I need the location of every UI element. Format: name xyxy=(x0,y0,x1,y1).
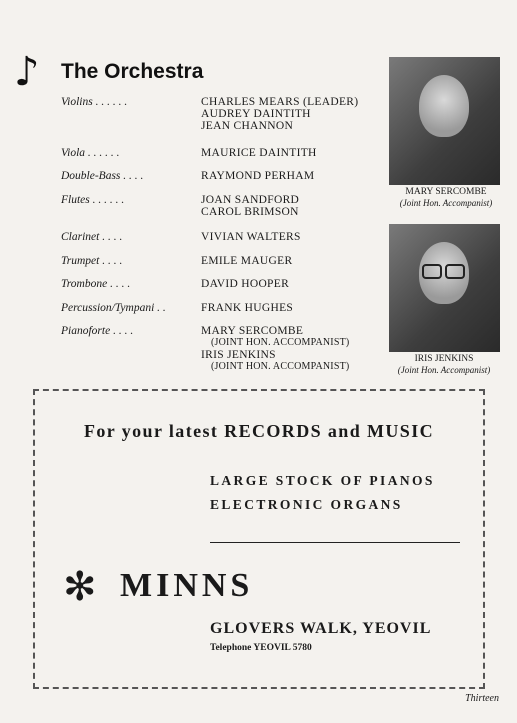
music-note-icon: ♪ xyxy=(14,49,40,95)
section-label: Clarinet . . . . xyxy=(61,231,123,243)
glasses-icon xyxy=(422,264,442,279)
section-label: Violins . . . . . . xyxy=(61,96,128,108)
asterisk-icon: ✻ xyxy=(63,564,97,610)
member-name: CAROL BRIMSON xyxy=(201,206,299,218)
section-row-percussion xyxy=(61,302,293,314)
photo-caption xyxy=(379,354,509,376)
section-label: Trombone . . . . xyxy=(61,278,131,290)
member-name: CHARLES MEARS (LEADER) xyxy=(201,96,359,108)
advert-line: ELECTRONIC ORGANS xyxy=(210,497,403,512)
section-label: Percussion/Tympani . . xyxy=(61,302,166,314)
advert-address: GLOVERS WALK, YEOVIL xyxy=(210,620,432,637)
page-title: The Orchestra xyxy=(61,60,204,83)
section-label: Double-Bass . . . . xyxy=(61,170,144,182)
section-label: Pianoforte . . . . xyxy=(61,325,134,337)
section-members xyxy=(201,302,293,314)
section-row-pianoforte xyxy=(61,325,349,373)
section-members xyxy=(201,325,349,373)
section-row-double-bass xyxy=(61,170,314,182)
section-members xyxy=(201,194,299,218)
member-name: MAURICE DAINTITH xyxy=(201,147,317,159)
advert-phone: Telephone YEOVIL 5780 xyxy=(210,643,312,653)
caption-name: IRIS JENKINS xyxy=(414,354,474,364)
member-name: FRANK HUGHES xyxy=(201,302,294,314)
member-role: (JOINT HON. ACCOMPANIST) xyxy=(211,361,350,372)
member-name: AUDREY DAINTITH xyxy=(201,108,311,120)
section-members xyxy=(201,231,301,243)
section-label: Trumpet . . . . xyxy=(61,255,123,267)
member-name: DAVID HOOPER xyxy=(201,278,290,290)
section-row-trumpet xyxy=(61,255,292,267)
advert-brand: MINNS xyxy=(120,567,254,604)
section-label: Viola . . . . . . xyxy=(61,147,120,159)
section-members xyxy=(201,170,314,182)
section-label: Flutes . . . . . . xyxy=(61,194,125,206)
member-name: EMILE MAUGER xyxy=(201,255,293,267)
advert-headline: For your latest RECORDS and MUSIC xyxy=(83,421,435,441)
caption-role: (Joint Hon. Accompanist) xyxy=(397,365,491,375)
section-row-clarinet xyxy=(61,231,301,243)
divider xyxy=(210,542,460,543)
section-row-flutes xyxy=(61,194,299,218)
member-role: (JOINT HON. ACCOMPANIST) xyxy=(211,337,350,348)
member-name: VIVIAN WALTERS xyxy=(201,231,301,243)
section-row-trombone xyxy=(61,278,289,290)
section-members xyxy=(201,255,292,267)
member-name: RAYMOND PERHAM xyxy=(201,170,315,182)
section-row-violins xyxy=(61,96,358,132)
section-members xyxy=(201,147,317,159)
advertisement-box xyxy=(33,389,485,689)
member-name: JOAN SANDFORD xyxy=(201,194,300,206)
member-name: JEAN CHANNON xyxy=(201,120,294,132)
advert-line: LARGE STOCK OF PIANOS xyxy=(210,473,435,488)
photo-caption xyxy=(381,187,511,209)
page-number: Thirteen xyxy=(465,693,499,704)
member-name: IRIS JENKINS xyxy=(201,349,276,361)
member-name: MARY SERCOMBE xyxy=(201,325,304,337)
caption-role: (Joint Hon. Accompanist) xyxy=(399,198,493,208)
section-row-viola xyxy=(61,147,317,159)
portrait-photo xyxy=(389,224,500,352)
section-members xyxy=(201,278,289,290)
portrait-face xyxy=(419,75,469,137)
caption-name: MARY SERCOMBE xyxy=(405,187,487,197)
portrait-photo xyxy=(389,57,500,185)
glasses-icon xyxy=(445,264,465,279)
section-members xyxy=(201,96,358,132)
